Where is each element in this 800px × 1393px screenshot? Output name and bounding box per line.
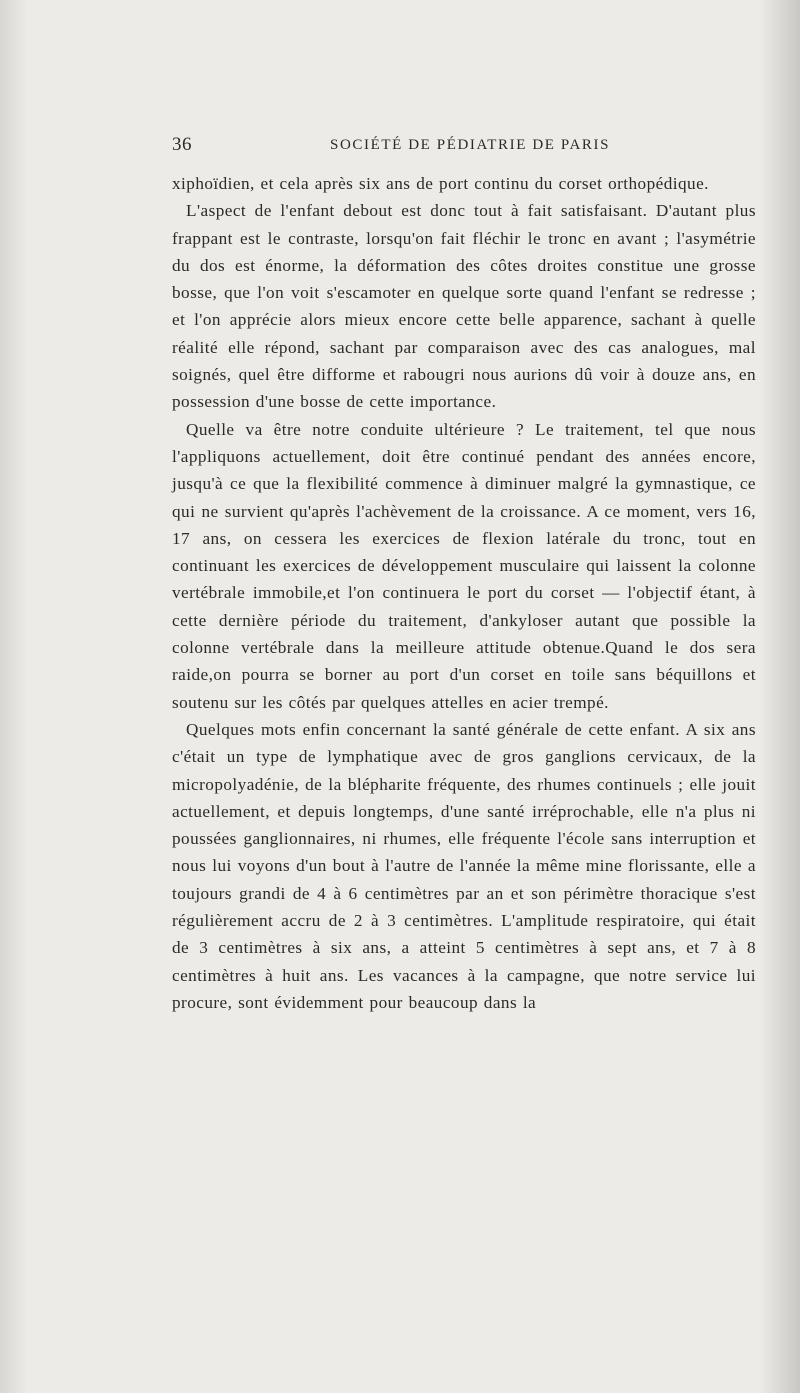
paragraph: Quelques mots enfin concernant la santé générale de cette enfant. A six ans c'était un type de lymphatique avec de gros ganglions cervicaux, de la micropolyadénie, de la blépharite fréquente, des rhumes continuels ; elle jouit actuellement, et depuis longtemps, d'une santé irréprochable, elle n'a plus ni poussées ganglionnaires, ni rhumes, elle fréquente l'école sans interruption et nous lui voyons d'un bout à l'autre de l'année la même mine florissante, elle a toujours grandi de 4 à 6 centimètres par an et son périmètre thoracique s'est régulièrement accru de 2 à 3 centimètres. L'amplitude respiratoire, qui était de 3 centimètres à six ans, a atteint 5 centimètres à sept ans, et 7 à 8 centimètres à huit ans. Les vacances à la campagne, que notre service lui procure, sont évidemment pour beaucoup dans la bbox=[172, 719, 756, 1012]
page-edge-shadow-left bbox=[0, 0, 28, 1393]
running-title: SOCIÉTÉ DE PÉDIATRIE DE PARIS bbox=[330, 137, 611, 153]
page-edge-shadow-right bbox=[760, 0, 800, 1393]
page-number: 36 bbox=[172, 134, 192, 155]
paragraph: Quelle va être notre conduite ultérieure ? Le traitement, tel que nous l'appliquons actuellement, doit être continué pendant des années encore, jusqu'à ce que la flexibilité commence à diminuer malgré la gymnastique, ce qui ne survient qu'après l'achèvement de la croissance. A ce moment, vers 16, 17 ans, on cessera les exercices de flexion latérale du tronc, tout en continuant les exercices de développement musculaire qui laissent la colonne vertébrale immobile,et l'on continuera le port du corset — l'objectif étant, à cette dernière période du traitement, d'ankyloser autant que possible la colonne vertébrale dans la meilleure attitude obtenue.Quand le dos sera raide,on pourra se borner au port d'un corset en toile sans béquillons et soutenu sur les côtés par quelques attelles en acier trempé. bbox=[172, 419, 756, 712]
page-header bbox=[172, 134, 756, 164]
paragraph: L'aspect de l'enfant debout est donc tout à fait satisfaisant. D'autant plus frappant est le contraste, lorsqu'on fait fléchir le tronc en avant ; l'asymétrie du dos est énorme, la déformation des côtes droites constitue une grosse bosse, que l'on voit s'escamoter en quelque sorte quand l'enfant se redresse ; et l'on apprécie alors mieux encore cette belle apparence, sachant à quelle réalité elle répond, sachant par comparaison avec des cas analogues, mal soignés, quel être difforme et rabougri nous aurions dû voir à douze ans, en possession d'une bosse de cette importance. bbox=[172, 201, 756, 412]
paragraph-continuation: xiphoïdien, et cela après six ans de port continu du corset orthopédique. bbox=[172, 174, 709, 193]
body-text bbox=[172, 170, 756, 1016]
